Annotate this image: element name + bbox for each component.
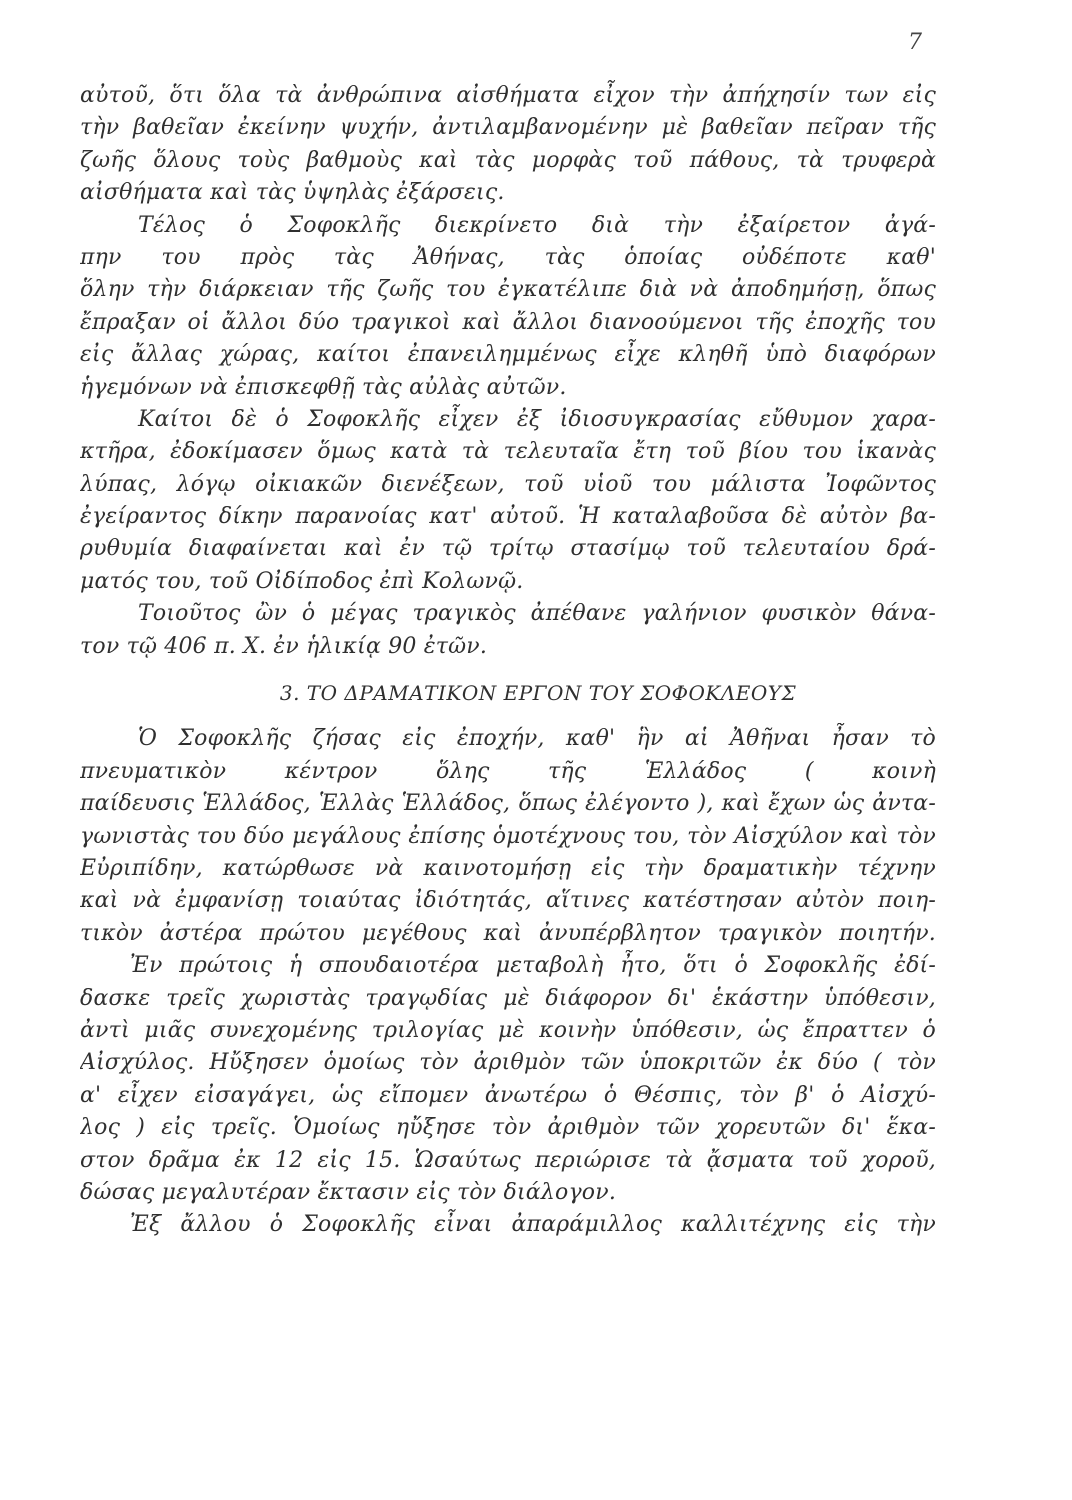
paragraph-continuation — [80, 80, 936, 210]
text-line: παίδευσις Ἑλλάδος, Ἑλλὰς Ἑλλάδος, ὅπως ἐλέγοντο ), καὶ ἔχων ὡς ἀντα- — [80, 791, 936, 817]
text-line: ζωῆς ὅλους τοὺς βαθμοὺς καὶ τὰς μορφὰς τοῦ πάθους, τὰ τρυφερὰ — [80, 147, 936, 173]
text-line: αὐτοῦ, ὅτι ὅλα τὰ ἀνθρώπινα αἰσθήματα εἶχον τὴν ἀπήχησίν των εἰς — [80, 83, 936, 108]
text-line: Ὁ Σοφοκλῆς ζήσας εἰς ἐποχήν, καθ' ἣν αἱ Ἀθῆναι ἦσαν τὸ — [138, 726, 936, 752]
paragraph-artistry — [80, 1209, 936, 1241]
paragraph-dramatic-work — [80, 723, 936, 950]
text-line: ἡγεμόνων νὰ ἐπισκεφθῇ τὰς αὐλὰς αὐτῶν. — [80, 374, 567, 400]
text-line: γωνιστὰς του δύο μεγάλους ἐπίσης ὁμοτέχνους του, τὸν Αἰσχύλον καὶ τὸν — [80, 823, 936, 849]
text-line: Ἐξ ἄλλου ὁ Σοφοκλῆς εἶναι ἀπαράμιλλος καλλιτέχνης εἰς τὴν — [130, 1212, 936, 1238]
section-heading: 3. ΤΟ ΔΡΑΜΑΤΙΚΟΝ ΕΡΓΟΝ ΤΟΥ ΣΟΦΟΚΛΕΟΥΣ — [279, 681, 797, 706]
text-line: δώσας μεγαλυτέραν ἔκτασιν εἰς τὸν διάλογον. — [80, 1179, 617, 1205]
text-line: πνευματικὸν κέντρον ὅλης τῆς Ἑλλάδος ( κοινὴ — [80, 758, 936, 784]
text-line: τὴν βαθεῖαν ἐκείνην ψυχήν, ἀντιλαμβανομένην μὲ βαθεῖαν πεῖραν τῆς — [80, 115, 936, 141]
text-line: Καίτοι δὲ ὁ Σοφοκλῆς εἶχεν ἐξ ἰδιοσυγκρασίας εὔθυμον χαρα- — [138, 406, 936, 432]
text-line: κτῆρα, ἐδοκίμασεν ὅμως κατὰ τὰ τελευταῖα ἔτη τοῦ βίου του ἱκανὰς — [80, 439, 936, 465]
text-line: αἰσθήματα καὶ τὰς ὑψηλὰς ἐξάρσεις. — [80, 180, 505, 206]
text-line: εἰς ἄλλας χώρας, καίτοι ἐπανειλημμένως εἶχε κληθῆ ὑπὸ διαφόρων — [80, 342, 936, 368]
text-line: λύπας, λόγῳ οἰκιακῶν διενέξεων, τοῦ υἱοῦ του μάλιστα Ἰοφῶντος — [80, 471, 936, 497]
text-line: Ἐν πρώτοις ἡ σπουδαιοτέρα μεταβολὴ ἦτο, ὅτι ὁ Σοφοκλῆς ἐδί- — [130, 953, 936, 979]
text-line: πην του πρὸς τὰς Ἀθήνας, τὰς ὁποίας οὐδέποτε καθ' — [80, 244, 936, 270]
paragraph-innovations — [80, 950, 936, 1209]
paragraph-athens-love — [80, 210, 936, 404]
text-line: Τοιοῦτος ὢν ὁ μέγας τραγικὸς ἀπέθανε γαλήνιον φυσικὸν θάνα- — [138, 601, 936, 627]
text-line: καὶ νὰ ἐμφανίσῃ τοιαύτας ἰδιότητάς, αἵτινες κατέστησαν αὐτὸν ποιη- — [80, 888, 936, 914]
paragraph-death — [80, 598, 936, 663]
text-line: Τέλος ὁ Σοφοκλῆς διεκρίνετο διὰ τὴν ἐξαίρετον ἀγά- — [138, 212, 936, 238]
text-line: ἀντὶ μιᾶς συνεχομένης τριλογίας μὲ κοινὴν ὑπόθεσιν, ὡς ἔπραττεν ὁ — [80, 1017, 936, 1043]
text-line: ἔπραξαν οἱ ἄλλοι δύο τραγικοὶ καὶ ἄλλοι διανοούμενοι τῆς ἐποχῆς του — [80, 309, 936, 335]
text-line: Εὐριπίδην, κατώρθωσε νὰ καινοτομήσῃ εἰς τὴν δραματικὴν τέχνην — [80, 855, 936, 881]
text-line: α' εἶχεν εἰσαγάγει, ὡς εἴπομεν ἀνωτέρω ὁ Θέσπις, τὸν β' ὁ Αἰσχύ- — [80, 1082, 936, 1108]
page-number: 7 — [908, 30, 922, 55]
text-line: ὅλην τὴν διάρκειαν τῆς ζωῆς του ἐγκατέλιπε διὰ νὰ ἀποδημήσῃ, ὅπως — [80, 277, 936, 303]
page-body-text — [80, 80, 936, 1242]
text-line: ματός του, τοῦ Οἰδίποδος ἐπὶ Κολωνῷ. — [80, 568, 524, 594]
text-line: Αἰσχύλος. Ηὔξησεν ὁμοίως τὸν ἀριθμὸν τῶν ὑποκριτῶν ἐκ δύο ( τὸν — [80, 1050, 936, 1076]
text-line: ἐγείραντος δίκην παρανοίας κατ' αὐτοῦ. Ἡ καταλαβοῦσα δὲ αὐτὸν βα- — [80, 504, 936, 530]
text-line: ρυθυμία διαφαίνεται καὶ ἐν τῷ τρίτῳ στασίμῳ τοῦ τελευταίου δρά- — [80, 536, 936, 562]
text-line: τικὸν ἀστέρα πρώτου μεγέθους καὶ ἀνυπέρβλητον τραγικὸν ποιητήν. — [80, 920, 936, 946]
text-line: στον δρᾶμα ἐκ 12 εἰς 15. Ὡσαύτως περιώρισε τὰ ᾄσματα τοῦ χοροῦ, — [80, 1147, 936, 1173]
paragraph-final-years — [80, 404, 936, 598]
text-line: τον τῷ 406 π. Χ. ἐν ἡλικίᾳ 90 ἐτῶν. — [80, 633, 488, 659]
text-line: λος ) εἰς τρεῖς. Ὁμοίως ηὔξησε τὸν ἀριθμὸν τῶν χορευτῶν δι' ἕκα- — [80, 1115, 936, 1141]
text-line: δασκε τρεῖς χωριστὰς τραγῳδίας μὲ διάφορον δι' ἑκάστην ὑπόθεσιν, — [80, 985, 936, 1011]
